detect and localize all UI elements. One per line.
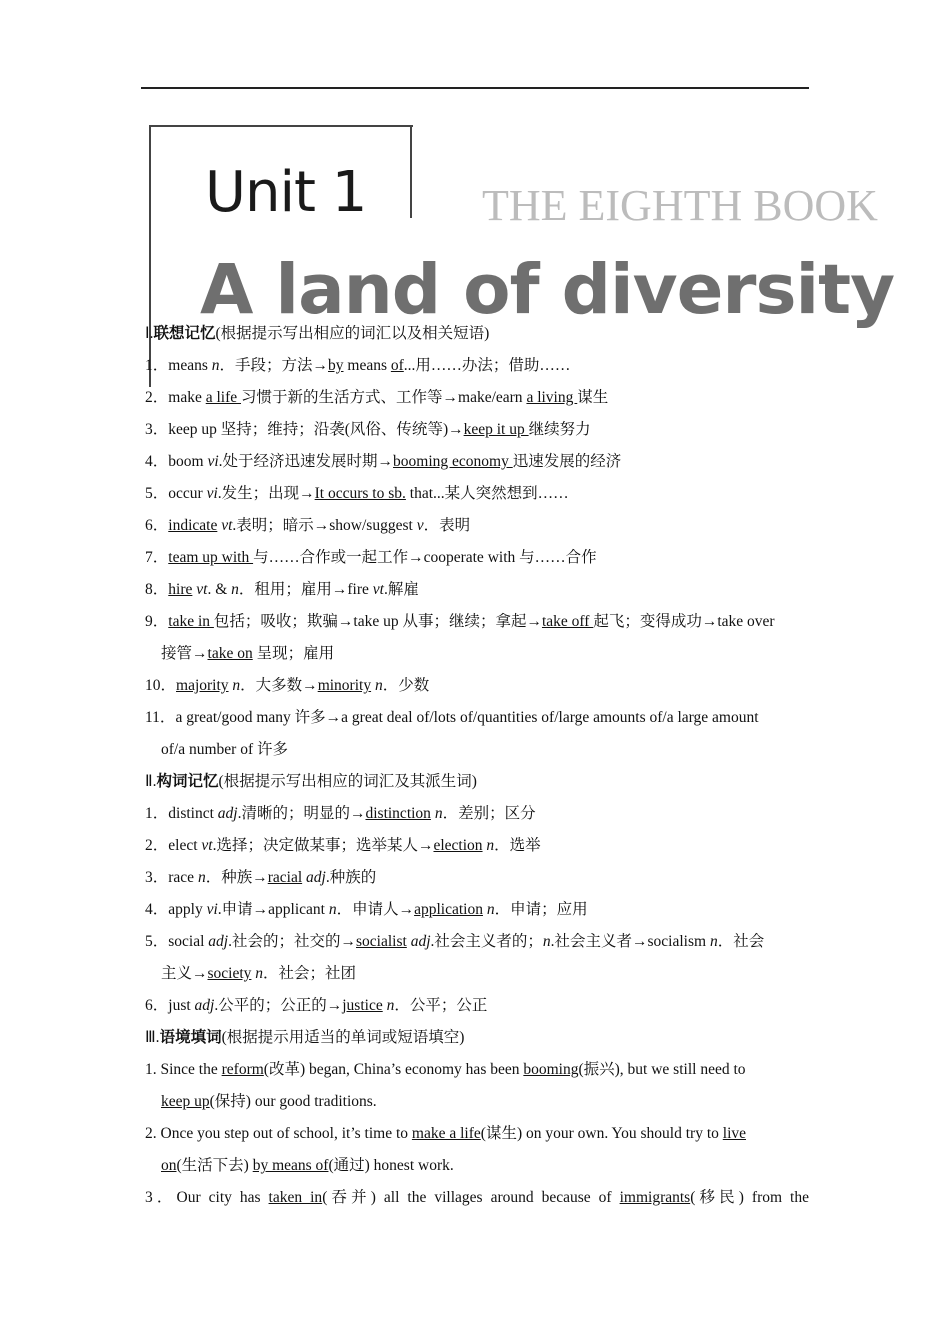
worksheet-content bbox=[145, 318, 809, 1214]
s3-item-3: 3．Our city has taken in(吞并) all the villages around because of immigrants(移民) from the bbox=[145, 1189, 809, 1206]
s1-item-11-cont: of/a number of 许多 bbox=[161, 741, 288, 758]
s1-item-6: 6．indicate vt.表明；暗示→show/suggest v．表明 bbox=[145, 517, 471, 534]
s1-item-10: 10．majority n．大多数→minority n．少数 bbox=[145, 677, 430, 694]
s2-item-1: 1．distinct adj.清晰的；明显的→distinction n．差别；区分 bbox=[145, 805, 536, 822]
s1-item-1: 1．means n．手段；方法→by means of...用……办法；借助…… bbox=[145, 357, 571, 374]
s3-item-2-cont: on(生活下去) by means of(通过) honest work. bbox=[161, 1157, 454, 1174]
s3-item-1-cont: keep up(保持) our good traditions. bbox=[161, 1093, 377, 1110]
s1-item-11: 11．a great/good many 许多→a great deal of/lots of/quantities of/large amounts of/a large amount bbox=[145, 709, 759, 726]
s1-item-7: 7．team up with 与……合作或一起工作→cooperate with 与……合作 bbox=[145, 549, 597, 566]
section-2-heading: Ⅱ.构词记忆(根据提示写出相应的词汇及其派生词) bbox=[145, 773, 477, 790]
book-label: THE EIGHTH BOOK bbox=[482, 181, 878, 230]
s1-item-8: 8．hire vt. & n．租用；雇用→fire vt.解雇 bbox=[145, 581, 419, 598]
top-rule bbox=[141, 87, 809, 89]
s2-item-5: 5．social adj.社会的；社交的→socialist adj.社会主义者的；n.社会主义者→socialism n．社会 bbox=[145, 933, 765, 950]
s1-item-3: 3．keep up 坚持；维持；沿袭(风俗、传统等)→keep it up 继续努力 bbox=[145, 421, 591, 438]
s2-item-5-cont: 主义→society n．社会；社团 bbox=[161, 965, 357, 982]
s3-item-2: 2. Once you step out of school, it’s time to make a life(谋生) on your own. You should try to live bbox=[145, 1125, 747, 1142]
section-1-heading: Ⅰ.联想记忆(根据提示写出相应的词汇以及相关短语) bbox=[145, 325, 490, 342]
main-title: A land of diversity bbox=[200, 250, 895, 330]
s1-item-4: 4．boom vi.处于经济迅速发展时期→booming economy 迅速发展的经济 bbox=[145, 453, 622, 470]
s2-item-4: 4．apply vi.申请→applicant n．申请人→application n．申请；应用 bbox=[145, 901, 588, 918]
s2-item-2: 2．elect vt.选择；决定做某事；选举某人→election n．选举 bbox=[145, 837, 541, 854]
s1-item-9-cont: 接管→take on 呈现；雇用 bbox=[161, 645, 335, 662]
s3-item-1: 1. Since the reform(改革) began, China’s economy has been booming(振兴), but we still need to bbox=[145, 1061, 746, 1078]
unit-title: Unit 1 bbox=[205, 160, 367, 225]
s1-item-2: 2．make a life 习惯于新的生活方式、工作等→make/earn a living 谋生 bbox=[145, 389, 609, 406]
title-frame-right bbox=[410, 125, 412, 218]
s1-item-5: 5．occur vi.发生；出现→It occurs to sb. that...某人突然想到…… bbox=[145, 485, 569, 502]
s2-item-3: 3．race n．种族→racial adj.种族的 bbox=[145, 869, 377, 886]
s1-item-9: 9．take in 包括；吸收；欺骗→take up 从事；继续；拿起→take off 起飞；变得成功→take over bbox=[145, 613, 775, 630]
section-3-heading: Ⅲ.语境填词(根据提示用适当的单词或短语填空) bbox=[145, 1029, 465, 1046]
s2-item-6: 6．just adj.公平的；公正的→justice n．公平；公正 bbox=[145, 997, 488, 1014]
